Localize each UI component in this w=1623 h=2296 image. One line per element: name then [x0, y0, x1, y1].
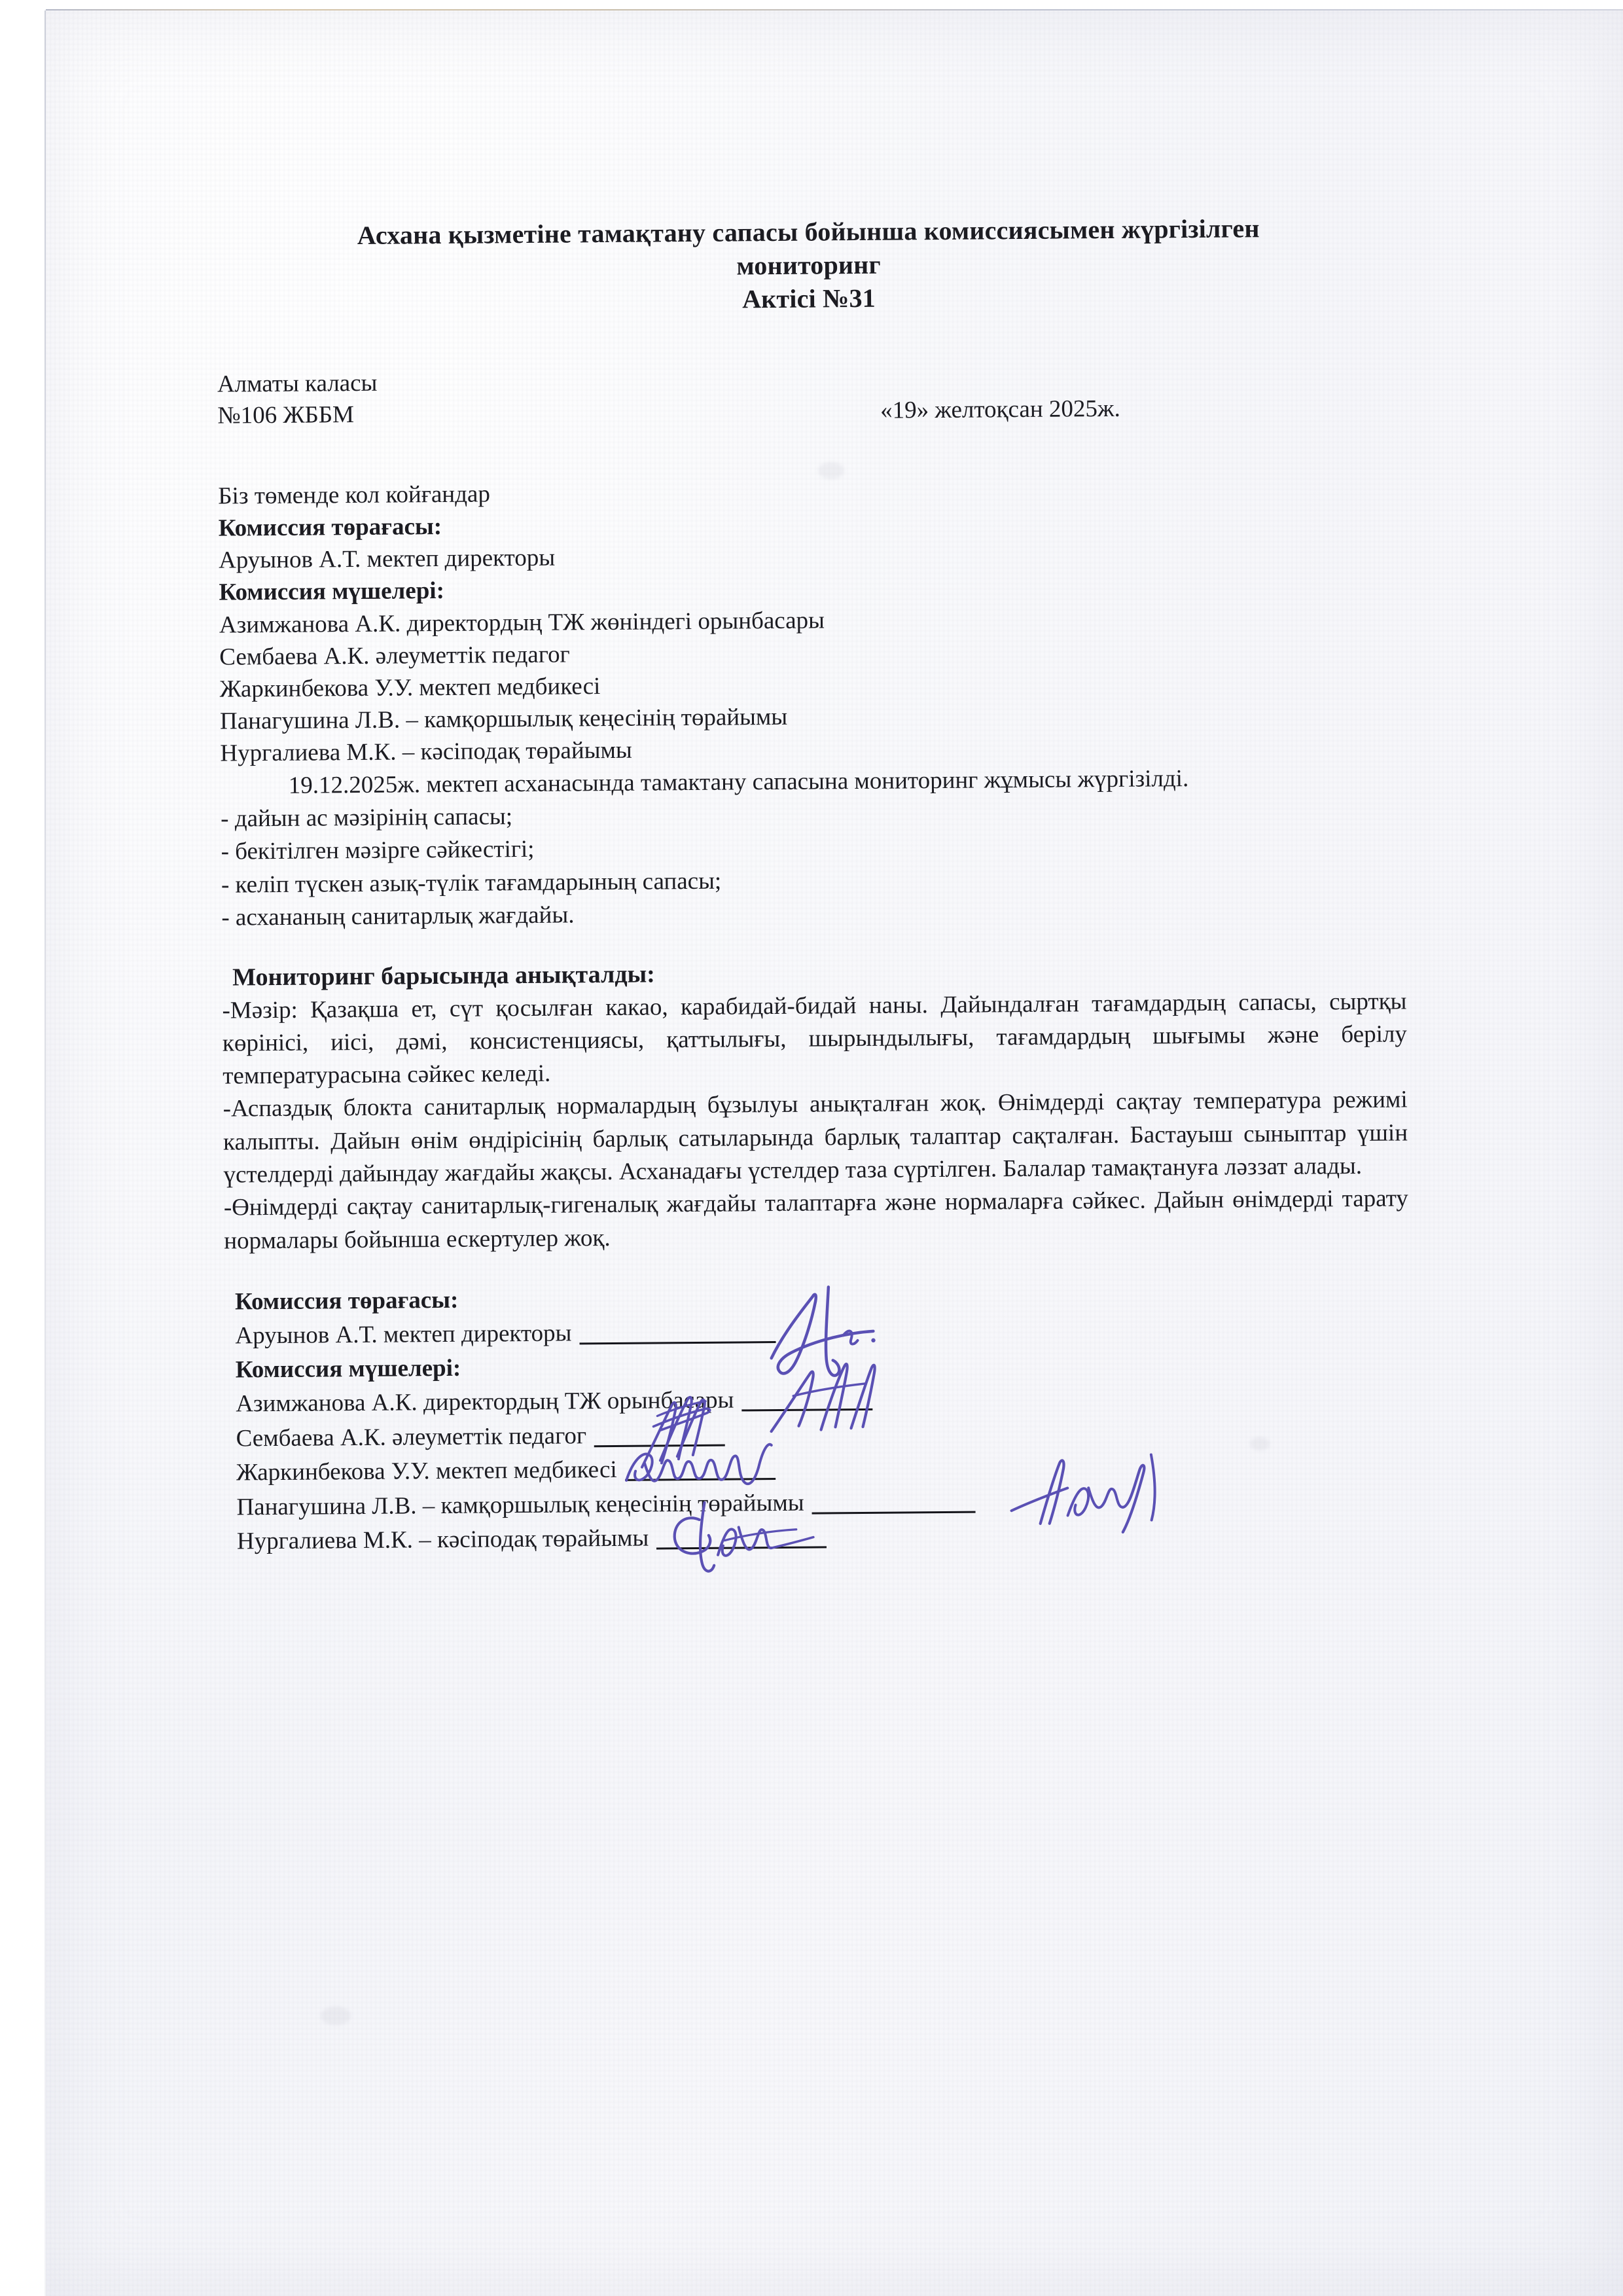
signature-rule[interactable] [580, 1341, 776, 1344]
signature-rule[interactable] [625, 1478, 776, 1481]
member-row: Жаркинбекова У.У. мектеп медбикесі [219, 673, 601, 703]
chair-name: Аруынов А.Т. мектеп директоры [218, 544, 556, 574]
signature-name: Нургалиева М.К. – кәсіподақ төрайымы [236, 1524, 649, 1555]
school-label: №106 ЖББМ [217, 401, 355, 429]
signature-rule[interactable] [812, 1511, 976, 1514]
findings-heading: Мониторинг барысында анықталды: [232, 960, 656, 992]
member-row: Азимжанова А.К. директордың ТЖ жөніндегі орынбасары [219, 606, 825, 639]
preamble-text: Біз төменде кол койғандар [218, 480, 491, 510]
document-date: «19» желтоқсан 2025ж. [880, 395, 1120, 424]
title-line-2: мониторинг [736, 249, 881, 281]
signature-name: Азимжанова А.К. директордың ТЖ орынбасары [236, 1386, 734, 1418]
member-row: Нургалиева М.К. – кәсіподақ төрайымы [220, 737, 632, 768]
signature-name: Жаркинбекова У.У. мектеп медбикесі [236, 1456, 617, 1486]
title-line-3: Актici №31 [741, 283, 876, 314]
signature-members-heading: Комиссия мүшелері: [235, 1355, 461, 1384]
findings-paragraph: -Өнімдерді сақтау санитарлық-гигеналық жағдайы талаптарға және нормаларға сәйкес. Дайын өнімдерді тарату нормалары бойынша ескертулер жоқ. [223, 1185, 1408, 1255]
signature-name: Аруынов А.Т. мектеп директоры [235, 1319, 572, 1350]
signature-chair-heading: Комиссия төрағасы: [234, 1286, 459, 1316]
document-title [216, 210, 1401, 320]
document-content [216, 210, 1411, 1559]
signature-rule[interactable] [742, 1408, 873, 1412]
checklist-item: - келіп түскен азық-түлік тағамдарының сапасы; [221, 867, 722, 899]
signature-name: Панагушина Л.В. – камқоршылық кеңесінің төрайымы [236, 1489, 804, 1521]
signature-name: Сембаева А.К. әлеуметтік педагог [236, 1422, 587, 1452]
members-heading: Комиссия мүшелері: [219, 577, 445, 607]
title-line-1: Асхана қызметіне тамақтану сапасы бойынша комиссиясымен жүргізілген [357, 213, 1260, 250]
checklist-item: - бекітілген мәзірге сәйкестігі; [221, 836, 535, 865]
findings-paragraph: -Аспаздық блокта санитарлық нормалардың бұзылуы анықталған жоқ. Өнімдерді сақтау температура режимі калыпты. Дайын өнім өндірісінің барлық сатыларында барлық талаптар сақталған. Бастауыш сыныптар үшін үстелдерді дайындау жағдайы жақсы. Асханадағы үстелдер таза сүртілген. Балалар тамақтануға ләззат алады. [223, 1086, 1408, 1189]
chair-heading: Комиссия төрағасы: [218, 512, 442, 542]
member-row: Сембаева А.К. әлеуметтік педагог [219, 641, 570, 671]
signature-rule[interactable] [594, 1444, 725, 1447]
checklist-item: - асхананың санитарлық жағдайы. [221, 901, 575, 931]
findings-paragraph: -Мәзір: Қазақша ет, сүт қосылған какао, карабидай-бидай наны. Дайындалған тағамдардың сапасы, сыртқы көрінісі, иісі, дәмі, консистенциясы, қаттылығы, шырындылығы, тағамдардың шығымы және берілу температурасына сәйкес келеді. [222, 987, 1408, 1090]
city-label: Алматы каласы [217, 369, 378, 398]
checklist-item: - дайын ас мәзірінің сапасы; [221, 803, 513, 833]
signature-block [224, 1276, 1411, 1559]
intro-paragraph: 19.12.2025ж. мектеп асханасында тамактану сапасына мониторинг жұмысы жүргізілді. [288, 764, 1189, 799]
signature-rule[interactable] [656, 1547, 827, 1550]
member-row: Панагушина Л.В. – камқоршылық кеңесінің төрайымы [219, 704, 788, 735]
